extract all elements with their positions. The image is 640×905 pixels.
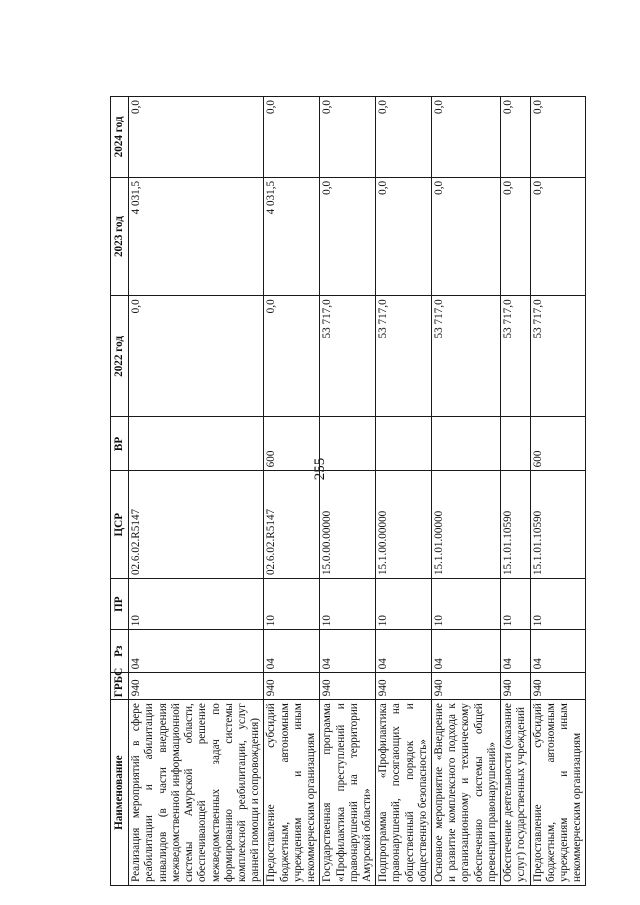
header-rz: Рз (111, 630, 129, 673)
header-2022: 2022 год (111, 296, 129, 417)
cell-rz: 04 (501, 630, 530, 673)
cell-grbs: 940 (530, 673, 586, 700)
cell-y2024: 0,0 (129, 97, 264, 178)
cell-pr: 10 (376, 579, 432, 630)
cell-grbs: 940 (264, 673, 320, 700)
cell-pr: 10 (129, 579, 264, 630)
cell-y2023: 0,0 (530, 177, 586, 295)
cell-y2023: 4 031,5 (264, 177, 320, 295)
cell-pr: 10 (501, 579, 530, 630)
cell-vr (432, 417, 501, 471)
table-row (129, 97, 264, 886)
cell-y2023: 0,0 (432, 177, 501, 295)
cell-csr: 15.1.00.00000 (376, 471, 432, 579)
cell-y2024: 0,0 (432, 97, 501, 178)
cell-csr: 02.6.02.R5147 (129, 471, 264, 579)
cell-csr: 15.0.00.00000 (320, 471, 376, 579)
cell-grbs: 940 (320, 673, 376, 700)
cell-pr: 10 (432, 579, 501, 630)
cell-name: Государственная программа «Профилактика преступлений и правонарушений на территории Амурской области» (320, 700, 376, 886)
table-header-row (111, 97, 129, 886)
cell-grbs: 940 (376, 673, 432, 700)
table-row (501, 97, 530, 886)
header-grbs: ГРБС (111, 673, 129, 700)
cell-vr (376, 417, 432, 471)
cell-csr: 15.1.01.00000 (432, 471, 501, 579)
cell-vr: 600 (530, 417, 586, 471)
cell-rz: 04 (432, 630, 501, 673)
cell-rz: 04 (129, 630, 264, 673)
cell-name: Предоставление субсидий бюджетным, автономным учреждениям и иным некоммерческим организациям (264, 700, 320, 886)
cell-rz: 04 (376, 630, 432, 673)
table-row (530, 97, 586, 886)
cell-y2024: 0,0 (501, 97, 530, 178)
cell-vr (501, 417, 530, 471)
cell-pr: 10 (530, 579, 586, 630)
cell-csr: 15.1.01.10590 (501, 471, 530, 579)
cell-y2023: 4 031,5 (129, 177, 264, 295)
header-vr: ВР (111, 417, 129, 471)
header-csr: ЦСР (111, 471, 129, 579)
cell-y2024: 0,0 (320, 97, 376, 178)
cell-vr (320, 417, 376, 471)
cell-csr: 15.1.01.10590 (530, 471, 586, 579)
cell-y2024: 0,0 (530, 97, 586, 178)
cell-name: Реализация мероприятий в сфере реабилитации и абилитации инвалидов (в части внедрения межведомственной информационной системы Амурской области, обеспечивающей решение межведомственных задач по формированию системы комплексной реабилитации, услуг ранней помощи и сопровождения) (129, 700, 264, 886)
cell-name: Обеспечение деятельности (оказание услуг) государственных учреждений (501, 700, 530, 886)
cell-y2022: 0,0 (129, 296, 264, 417)
cell-vr: 600 (264, 417, 320, 471)
cell-name: Предоставление субсидий бюджетным, автономным учреждениям и иным некоммерческим организациям (530, 700, 586, 886)
page-number: 255 (312, 457, 328, 481)
cell-grbs: 940 (501, 673, 530, 700)
cell-name: Основное мероприятие «Внедрение и развитие комплексного подхода к организационному и техническому обеспечению системы общей превенции правонарушений» (432, 700, 501, 886)
cell-rz: 04 (530, 630, 586, 673)
table-row (320, 97, 376, 886)
header-pr: ПР (111, 579, 129, 630)
cell-pr: 10 (320, 579, 376, 630)
header-2023: 2023 год (111, 177, 129, 295)
cell-grbs: 940 (432, 673, 501, 700)
cell-y2022: 53 717,0 (320, 296, 376, 417)
cell-rz: 04 (264, 630, 320, 673)
cell-y2024: 0,0 (264, 97, 320, 178)
budget-table (110, 96, 586, 886)
cell-y2023: 0,0 (376, 177, 432, 295)
cell-pr: 10 (264, 579, 320, 630)
header-name: Наименование (111, 700, 129, 886)
cell-rz: 04 (320, 630, 376, 673)
cell-grbs: 940 (129, 673, 264, 700)
cell-vr (129, 417, 264, 471)
table-row (264, 97, 320, 886)
cell-y2024: 0,0 (376, 97, 432, 178)
cell-y2023: 0,0 (320, 177, 376, 295)
table-row (376, 97, 432, 886)
cell-y2022: 53 717,0 (432, 296, 501, 417)
rotated-table-container (110, 96, 584, 886)
cell-y2022: 0,0 (264, 296, 320, 417)
cell-y2022: 53 717,0 (501, 296, 530, 417)
cell-y2023: 0,0 (501, 177, 530, 295)
cell-y2022: 53 717,0 (530, 296, 586, 417)
cell-name: Подпрограмма «Профилактика правонарушений, посягающих на общественный порядок и общественную безопасность» (376, 700, 432, 886)
header-2024: 2024 год (111, 97, 129, 178)
cell-y2022: 53 717,0 (376, 296, 432, 417)
cell-csr: 02.6.02.R5147 (264, 471, 320, 579)
table-row (432, 97, 501, 886)
